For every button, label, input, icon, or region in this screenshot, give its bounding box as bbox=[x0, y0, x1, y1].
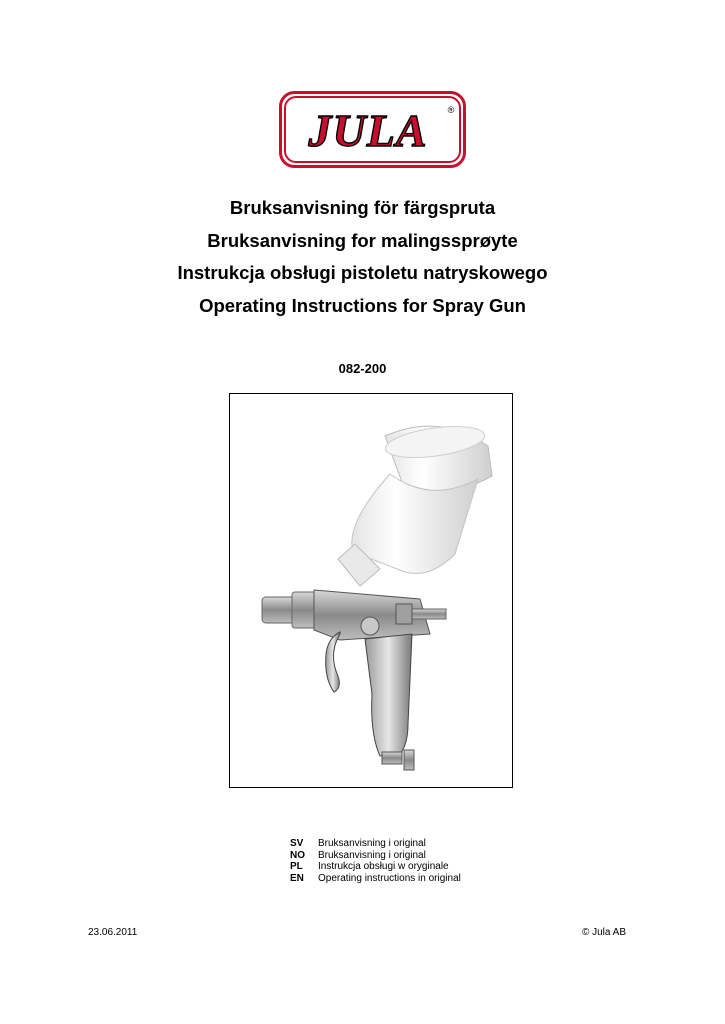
language-row-sv bbox=[290, 838, 461, 850]
title-sv: Bruksanvisning för färgspruta bbox=[229, 197, 496, 218]
document-titles bbox=[0, 192, 725, 322]
language-row-en bbox=[290, 873, 461, 885]
language-text: Operating instructions in original bbox=[318, 872, 461, 884]
product-image-frame bbox=[229, 393, 513, 788]
language-text: Bruksanvisning i original bbox=[318, 838, 426, 849]
footer-date: 23.06.2011 bbox=[88, 927, 138, 938]
registered-mark: ® bbox=[447, 105, 455, 115]
language-code: EN bbox=[290, 872, 304, 884]
language-row-no bbox=[290, 850, 461, 862]
language-code: PL bbox=[290, 861, 303, 872]
language-text: Bruksanvisning i original bbox=[318, 849, 426, 861]
language-row-pl bbox=[290, 861, 461, 873]
title-pl: Instrukcja obsługi pistoletu natryskowego bbox=[177, 262, 548, 283]
language-list bbox=[290, 838, 461, 884]
title-en: Operating Instructions for Spray Gun bbox=[199, 294, 526, 316]
jula-logo-graphic bbox=[279, 91, 466, 168]
title-no: Bruksanvisning for malingssprøyte bbox=[207, 229, 518, 251]
svg-text:JULA: JULA bbox=[308, 105, 428, 156]
footer-copyright: © Jula AB bbox=[581, 927, 626, 938]
language-code: SV bbox=[290, 838, 304, 849]
jula-logo bbox=[279, 91, 466, 168]
model-number: 082-200 bbox=[338, 361, 387, 376]
language-text: Instrukcja obsługi w oryginale bbox=[318, 861, 449, 872]
language-code: NO bbox=[290, 849, 305, 861]
spray-gun-icon bbox=[230, 394, 514, 789]
